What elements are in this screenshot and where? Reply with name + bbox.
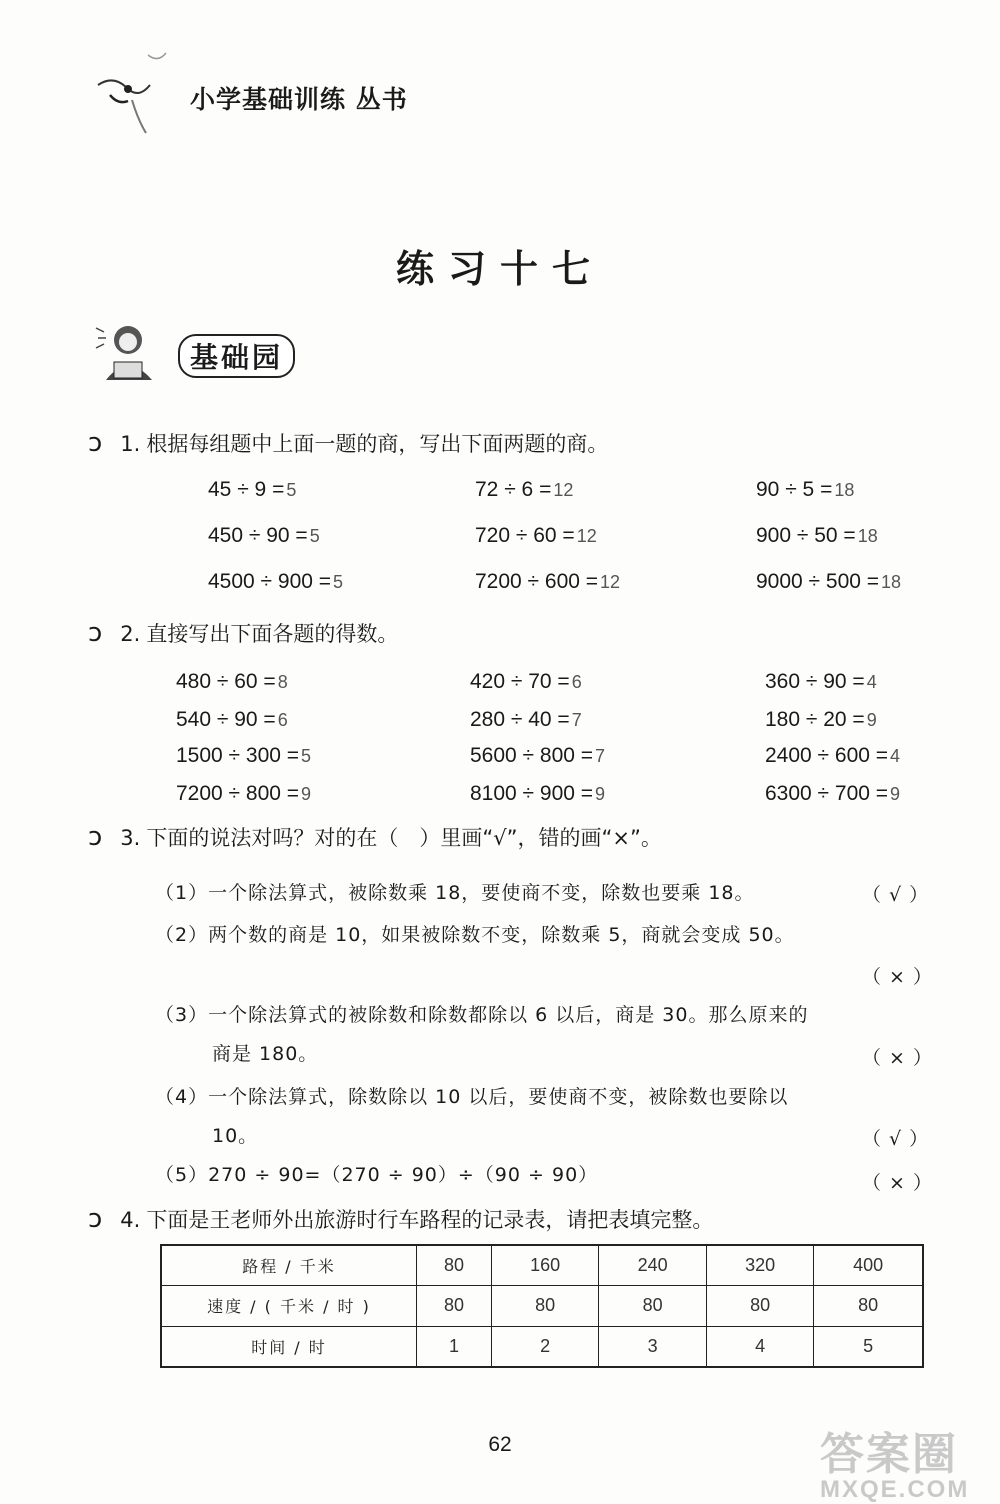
question-4-heading: ↄ 4. 下面是王老师外出旅游时行车路程的记录表，请把表填完整。	[88, 1204, 714, 1234]
row-label: 时间 / 时	[161, 1326, 417, 1367]
equation-answer: 6	[277, 710, 288, 730]
series-logo-icon	[88, 45, 183, 144]
equation-answer: 9	[890, 784, 901, 804]
table-cell: 320	[706, 1245, 813, 1286]
equation	[765, 744, 900, 768]
equation-expression: 720 ÷ 60 =	[475, 524, 575, 547]
equation-expression: 45 ÷ 9 =	[208, 478, 285, 501]
equation-expression: 480 ÷ 60 =	[176, 670, 276, 693]
travel-record-table	[160, 1244, 924, 1368]
equation	[176, 708, 288, 732]
equation-answer: 18	[857, 526, 878, 546]
equation-expression: 180 ÷ 20 =	[765, 708, 865, 731]
equation-answer: 9	[866, 710, 877, 730]
equation	[475, 524, 597, 548]
check-hook-icon: ↄ	[88, 822, 103, 852]
table-row	[161, 1245, 923, 1286]
equation	[475, 478, 573, 502]
equation	[765, 670, 877, 694]
page-number: 62	[488, 1433, 512, 1456]
table-cell: 2	[491, 1326, 598, 1367]
equation-expression: 5600 ÷ 800 =	[470, 744, 594, 767]
equation-answer: 4	[866, 672, 877, 692]
equation-expression: 900 ÷ 50 =	[756, 524, 856, 547]
equation	[208, 524, 320, 548]
equation-expression: 7200 ÷ 600 =	[475, 570, 599, 593]
table-row	[161, 1326, 923, 1367]
equation-expression: 280 ÷ 40 =	[470, 708, 570, 731]
equation	[176, 782, 311, 806]
equation-expression: 9000 ÷ 500 =	[756, 570, 880, 593]
table-cell: 160	[491, 1245, 598, 1286]
equation-expression: 90 ÷ 5 =	[756, 478, 833, 501]
series-title: 小学基础训练 丛书	[190, 85, 408, 114]
check-hook-icon: ↄ	[88, 1204, 103, 1234]
answer-mark-4: （ √ ）	[862, 1128, 930, 1150]
table-cell: 240	[599, 1245, 706, 1286]
equation	[470, 744, 605, 768]
table-cell: 80	[814, 1286, 923, 1326]
table-cell: 5	[814, 1326, 923, 1367]
answer-mark-5: （ × ）	[862, 1172, 933, 1194]
equation-answer: 6	[571, 672, 582, 692]
equation-answer: 5	[309, 526, 320, 546]
watermark-text: 答案圈	[820, 1429, 958, 1480]
equation-answer: 5	[301, 746, 312, 766]
statement-2: （2）两个数的商是 10，如果被除数不变，除数乘 5，商就会变成 50。	[155, 924, 795, 946]
equation-expression: 1500 ÷ 300 =	[176, 744, 300, 767]
check-hook-icon: ↄ	[88, 428, 103, 458]
table-cell: 3	[599, 1326, 706, 1367]
statement-1: （1）一个除法算式，被除数乘 18，要使商不变，除数也要乘 18。	[155, 882, 755, 904]
table-cell: 80	[491, 1286, 598, 1326]
page-title: 练习十七	[395, 246, 604, 291]
equation-answer: 7	[571, 710, 582, 730]
watermark	[820, 1418, 969, 1504]
equation-answer: 12	[576, 526, 597, 546]
equation-expression: 2400 ÷ 600 =	[765, 744, 889, 767]
check-hook-icon: ↄ	[88, 618, 103, 648]
question-2-heading: ↄ 2. 直接写出下面各题的得数。	[88, 618, 399, 648]
statement-3: （3）一个除法算式的被除数和除数都除以 6 以后，商是 30。那么原来的 商是 180。	[155, 1004, 809, 1065]
table-cell: 1	[417, 1326, 492, 1367]
question-1-heading: ↄ 1. 根据每组题中上面一题的商，写出下面两题的商。	[88, 428, 609, 458]
equation	[756, 478, 854, 502]
equation-answer: 18	[881, 572, 902, 592]
equation	[765, 708, 877, 732]
equation-answer: 18	[834, 480, 855, 500]
equation	[756, 570, 901, 594]
equation-answer: 7	[595, 746, 606, 766]
row-label: 路程 / 千米	[161, 1245, 417, 1286]
equation	[470, 782, 605, 806]
equation-expression: 4500 ÷ 900 =	[208, 570, 332, 593]
equation-expression: 450 ÷ 90 =	[208, 524, 308, 547]
table-cell: 4	[706, 1326, 813, 1367]
equation-answer: 5	[333, 572, 344, 592]
question-3-heading: ↄ 3. 下面的说法对吗？对的在（ ）里画“√”，错的画“×”。	[88, 822, 662, 852]
answer-mark-3: （ × ）	[862, 1047, 933, 1069]
equation-answer: 9	[595, 784, 606, 804]
reader-mascot-icon	[92, 318, 172, 392]
row-label: 速度 / ( 千米 / 时 )	[161, 1286, 417, 1326]
equation-answer: 5	[286, 480, 297, 500]
equation	[208, 570, 343, 594]
statement-4: （4）一个除法算式，除数除以 10 以后，要使商不变，被除数也要除以 10。	[155, 1086, 789, 1147]
equation	[475, 570, 620, 594]
equation	[756, 524, 878, 548]
equation	[176, 670, 288, 694]
table-cell: 80	[417, 1286, 492, 1326]
equation-expression: 360 ÷ 90 =	[765, 670, 865, 693]
equation-expression: 540 ÷ 90 =	[176, 708, 276, 731]
equation-answer: 12	[553, 480, 574, 500]
watermark-url: MXQE.COM	[820, 1476, 970, 1503]
equation-expression: 6300 ÷ 700 =	[765, 782, 889, 805]
table-cell: 80	[599, 1286, 706, 1326]
equation-expression: 8100 ÷ 900 =	[470, 782, 594, 805]
equation	[176, 744, 311, 768]
table-cell: 80	[706, 1286, 813, 1326]
equation-answer: 8	[277, 672, 288, 692]
equation	[470, 670, 582, 694]
equation-answer: 12	[600, 572, 621, 592]
equation	[765, 782, 900, 806]
table-cell: 80	[417, 1245, 492, 1286]
equation-expression: 72 ÷ 6 =	[475, 478, 552, 501]
equation-answer: 4	[890, 746, 901, 766]
statement-5: （5）270 ÷ 90=（270 ÷ 90）÷（90 ÷ 90）	[155, 1164, 599, 1186]
equation-expression: 7200 ÷ 800 =	[176, 782, 300, 805]
answer-mark-1: （ √ ）	[862, 884, 930, 906]
answer-mark-2: （ × ）	[862, 966, 933, 988]
equation-answer: 9	[301, 784, 312, 804]
equation	[208, 478, 296, 502]
equation	[470, 708, 582, 732]
equation-expression: 420 ÷ 70 =	[470, 670, 570, 693]
section-label: 基础园	[178, 334, 295, 378]
table-row	[161, 1286, 923, 1326]
table-cell: 400	[814, 1245, 923, 1286]
